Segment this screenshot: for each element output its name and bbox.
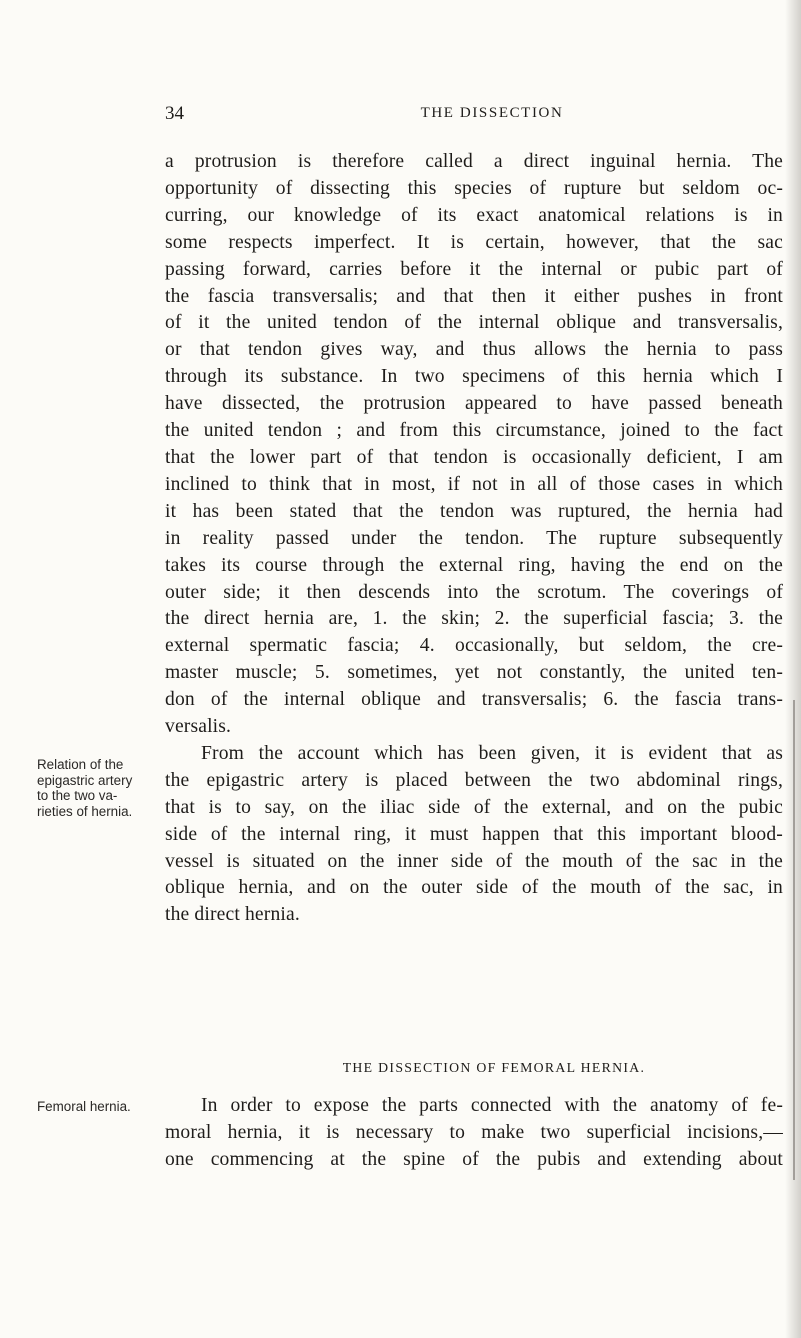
text-line: opportunity of dissecting this species of rupture but seldom oc- [165, 177, 783, 199]
text-line: that the lower part of that tendon is occasionally deficient, I am [165, 446, 783, 468]
text-line: some respects imperfect. It is certain, however, that the sac [165, 231, 783, 253]
text-line: takes its course through the external ring, having the end on the [165, 554, 783, 576]
text-line: one commencing at the spine of the pubis and extending about [165, 1148, 783, 1170]
running-head: THE DISSECTION [420, 105, 564, 121]
text-line: in reality passed under the tendon. The rupture subsequently [165, 527, 783, 549]
text-line: the direct hernia are, 1. the skin; 2. the superficial fascia; 3. the [165, 608, 783, 630]
text-line: through its substance. In two specimens of this hernia which I [165, 366, 783, 388]
text-line: master muscle; 5. sometimes, yet not constantly, the united ten- [165, 662, 783, 684]
text-line: external spermatic fascia; 4. occasionally, but seldom, the cre- [165, 635, 783, 657]
text-line: have dissected, the protrusion appeared to have passed beneath [165, 393, 783, 415]
text-line: the fascia transversalis; and that then it either pushes in front [165, 285, 783, 307]
margin-note-femoral [37, 1099, 165, 1115]
text-line: passing forward, carries before it the internal or pubic part of [165, 258, 783, 280]
text-line: that is to say, on the iliac side of the external, and on the pubic [165, 796, 783, 818]
text-line: it has been stated that the tendon was ruptured, the hernia had [165, 500, 783, 522]
margin-note-line: Relation of the [37, 757, 124, 772]
text-line: vessel is situated on the inner side of the mouth of the sac in the [165, 850, 783, 872]
text-line: or that tendon gives way, and thus allows the hernia to pass [165, 339, 783, 361]
text-line: versalis. [165, 716, 232, 738]
margin-note-line: Femoral hernia. [37, 1099, 131, 1114]
text-line: the epigastric artery is placed between the two abdominal rings, [165, 769, 783, 791]
text-line: In order to expose the parts connected with the anatomy of fe- [201, 1095, 783, 1116]
text-line: inclined to think that in most, if not in all of those cases in which [165, 473, 783, 495]
text-line: side of the internal ring, it must happen that this important blood- [165, 823, 783, 845]
text-line: don of the internal oblique and transversalis; 6. the fascia trans- [165, 689, 783, 711]
margin-note-line: rieties of hernia. [37, 803, 133, 819]
section-text-block [165, 1093, 783, 1174]
text-line: From the account which has been given, it is evident that as [201, 742, 783, 764]
text-line: the united tendon ; and from this circumstance, joined to the fact [165, 420, 783, 442]
text-line: curring, our knowledge of its exact anatomical relations is in [165, 204, 783, 226]
page-header [165, 103, 783, 129]
page-edge-line [793, 700, 795, 1180]
main-text-block [165, 149, 783, 929]
section-heading: THE DISSECTION OF FEMORAL HERNIA. [342, 1060, 646, 1075]
text-line: moral hernia, it is necessary to make two superficial incisions,— [165, 1121, 783, 1143]
margin-note-line: to the two va- [37, 788, 118, 804]
margin-note-line: epigastric artery [37, 772, 133, 788]
text-line: the direct hernia. [165, 904, 300, 926]
text-line: of it the united tendon of the internal oblique and transversalis, [165, 312, 783, 334]
text-line: a protrusion is therefore called a direct inguinal hernia. The [165, 151, 783, 172]
text-line: oblique hernia, and on the outer side of the mouth of the sac, in [165, 877, 783, 899]
text-line: outer side; it then descends into the scrotum. The coverings of [165, 581, 783, 603]
margin-note-epigastric [37, 757, 165, 819]
page-number: 34 [165, 103, 184, 124]
